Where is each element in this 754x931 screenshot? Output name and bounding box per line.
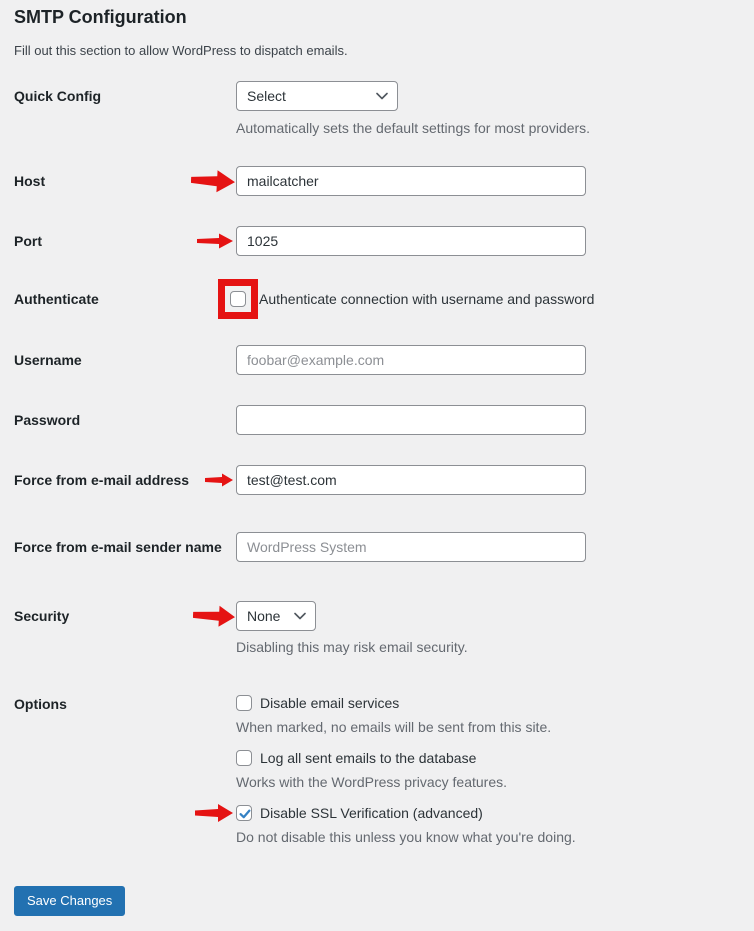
field-row-force-from-name bbox=[14, 532, 740, 562]
force-from-name-label: Force from e-mail sender name bbox=[14, 539, 222, 555]
log-emails-checkbox[interactable] bbox=[236, 750, 252, 766]
force-from-address-label: Force from e-mail address bbox=[14, 472, 190, 488]
red-arrow-icon bbox=[193, 606, 235, 627]
disable-ssl-verification-label: Disable SSL Verification (advanced) bbox=[260, 805, 483, 821]
username-label: Username bbox=[14, 352, 82, 368]
force-from-address-input[interactable] bbox=[236, 465, 586, 495]
log-emails-helper: Works with the WordPress privacy features. bbox=[236, 774, 508, 790]
red-arrow-icon bbox=[195, 804, 233, 822]
password-label: Password bbox=[14, 412, 81, 428]
options-label: Options bbox=[14, 696, 67, 712]
disable-email-services-checkbox[interactable] bbox=[236, 695, 252, 711]
chevron-down-icon bbox=[294, 612, 306, 620]
disable-ssl-verification-checkbox[interactable] bbox=[236, 805, 252, 821]
red-arrow-icon bbox=[197, 234, 233, 249]
force-from-name-field[interactable] bbox=[236, 532, 586, 562]
option-log-emails bbox=[236, 749, 740, 791]
security-select[interactable] bbox=[236, 601, 316, 631]
page-subtitle: Fill out this section to allow WordPress to dispatch emails. bbox=[14, 43, 348, 58]
log-emails-label: Log all sent emails to the database bbox=[260, 750, 477, 766]
host-input[interactable] bbox=[236, 166, 586, 196]
password-field[interactable] bbox=[236, 405, 586, 435]
field-row-security bbox=[14, 601, 740, 656]
authenticate-label: Authenticate bbox=[14, 290, 99, 307]
quick-config-label: Quick Config bbox=[14, 88, 102, 104]
quick-config-select[interactable] bbox=[236, 81, 398, 111]
authenticate-checkbox[interactable] bbox=[230, 291, 246, 307]
security-label: Security bbox=[14, 608, 70, 624]
option-disable-ssl-verification bbox=[236, 804, 740, 846]
security-helper: Disabling this may risk email security. bbox=[236, 639, 468, 655]
disable-email-services-label: Disable email services bbox=[260, 695, 400, 711]
username-field[interactable] bbox=[236, 345, 586, 375]
host-label: Host bbox=[14, 173, 46, 189]
field-row-quick-config bbox=[14, 81, 740, 137]
quick-config-helper: Automatically sets the default settings for most providers. bbox=[236, 120, 591, 136]
port-label: Port bbox=[14, 233, 42, 249]
page-title: SMTP Configuration bbox=[14, 7, 187, 27]
red-highlight-box bbox=[218, 279, 258, 319]
save-changes-button[interactable]: Save Changes bbox=[14, 886, 125, 916]
disable-ssl-verification-helper: Do not disable this unless you know what you're doing. bbox=[236, 829, 576, 845]
field-row-password bbox=[14, 405, 740, 435]
field-row-authenticate bbox=[14, 279, 740, 319]
red-arrow-icon bbox=[191, 169, 235, 193]
checkmark-icon bbox=[238, 807, 252, 821]
field-row-port bbox=[14, 226, 740, 256]
field-row-username bbox=[14, 345, 740, 375]
field-row-host bbox=[14, 166, 740, 196]
port-input[interactable] bbox=[236, 226, 586, 256]
field-row-force-from-address bbox=[14, 465, 740, 495]
field-row-options bbox=[14, 694, 740, 846]
chevron-down-icon bbox=[376, 92, 388, 100]
disable-email-services-helper: When marked, no emails will be sent from this site. bbox=[236, 719, 552, 735]
red-arrow-icon bbox=[205, 474, 233, 487]
quick-config-selected-value: Select bbox=[247, 88, 286, 104]
authenticate-checkbox-label: Authenticate connection with username and password bbox=[259, 291, 595, 307]
security-selected-value: None bbox=[247, 608, 281, 624]
option-disable-email-services bbox=[236, 694, 740, 736]
